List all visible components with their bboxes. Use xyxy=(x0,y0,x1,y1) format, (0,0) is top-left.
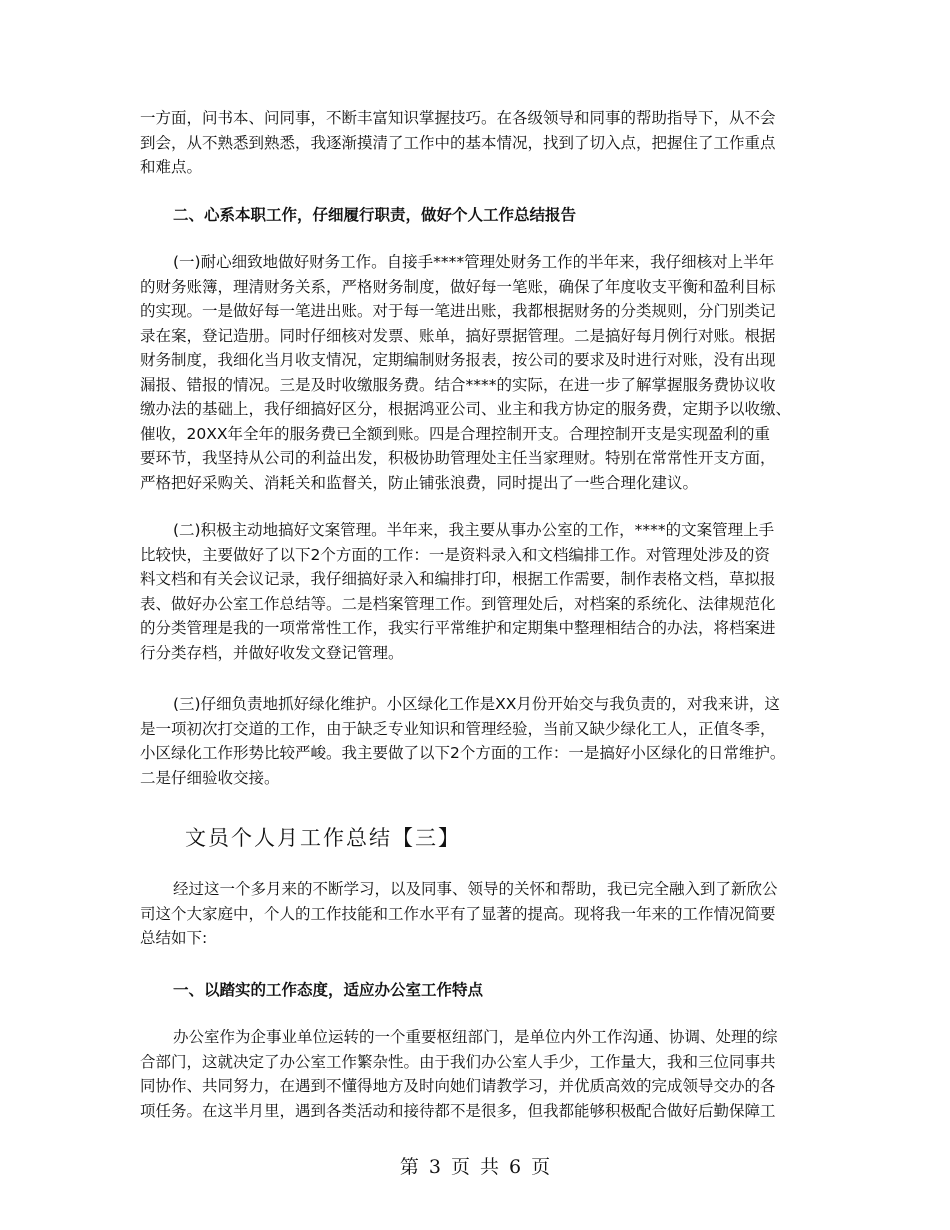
text-line: 到会，从不熟悉到熟悉，我逐渐摸清了工作中的基本情况，找到了切入点，把握住了工作重点 xyxy=(140,133,776,152)
text-line: 项任务。在这半月里，遇到各类活动和接待都不是很多，但我都能够积极配合做好后勤保障工 xyxy=(140,1101,776,1120)
text-line: 经过这一个多月来的不断学习，以及同事、领导的关怀和帮助，我已完全融入到了新欣公 xyxy=(173,880,778,898)
page-footer xyxy=(0,1152,950,1179)
paragraph-office xyxy=(140,1025,820,1123)
text-line: 的分类管理是我的一项常常性工作，我实行平常维护和定期集中整理相结合的办法，将档案进 xyxy=(140,619,776,637)
text-line: 催收，20XX年全年的服务费已全额到账。四是合理控制开支。合理控制开支是实现盈利的重 xyxy=(140,424,770,443)
footer-total-label: 共 xyxy=(480,1156,500,1178)
text-line: 的财务账簿，理清财务关系，严格财务制度，做好每一笔账，确保了年度收支平衡和盈利目标 xyxy=(140,277,776,296)
text-line: 严格把好采购关、消耗关和监督关，防止铺张浪费，同时提出了一些合理化建议。 xyxy=(140,473,699,492)
section-title: 文员个人月工作总结【三】 xyxy=(185,826,461,850)
footer-page-number: 3 xyxy=(428,1156,441,1178)
footer-total-unit: 页 xyxy=(531,1156,551,1178)
text-line: 要环节，我坚持从公司的利益出发，积极协助管理处主任当家理财。特别在常常性开支方面， xyxy=(140,449,776,467)
text-line: 合部门，这就决定了办公室工作繁杂性。由于我们办公室人手少，工作量大，我和三位同事共 xyxy=(140,1052,776,1071)
text-line: 表、做好办公室工作总结等。二是档案管理工作。到管理处后，对档案的系统化、法律规范化 xyxy=(140,594,776,613)
heading-section-one xyxy=(140,978,853,1003)
text-line: 行分类存档，并做好收发文登记管理。 xyxy=(140,643,404,662)
paragraph-documents xyxy=(140,518,820,665)
text-line: 一方面，问书本、问同事，不断丰富知识掌握技巧。在各级领导和同事的帮助指导下，从不会 xyxy=(140,109,776,127)
text-line: 二是仔细验收交接。 xyxy=(140,768,280,787)
paragraph-greening xyxy=(140,692,820,790)
paragraph-continuation xyxy=(140,106,820,180)
text-line: (三)仔细负责地抓好绿化维护。小区绿化工作是XX月份开始交与我负责的，对我来讲，这 xyxy=(173,695,780,713)
footer-total-number: 6 xyxy=(509,1156,522,1178)
text-line: 办公室作为企事业单位运转的一个重要枢纽部门，是单位内外工作沟通、协调、处理的综 xyxy=(173,1028,778,1046)
paragraph-intro xyxy=(140,877,820,951)
heading-section-two xyxy=(140,203,853,228)
text-line: 同协作、共同努力，在遇到不懂得地方及时向她们请教学习，并优质高效的完成领导交办的各 xyxy=(140,1077,776,1095)
text-line: 录在案，登记造册。同时仔细核对发票、账单，搞好票据管理。二是搞好每月例行对账。根据 xyxy=(140,326,776,345)
heading-text: 一、以踏实的工作态度，适应办公室工作特点 xyxy=(173,981,484,999)
text-line: 的实现。一是做好每一笔进出账。对于每一笔进出账，我都根据财务的分类规则，分门别类记 xyxy=(140,302,776,320)
heading-text: 二、心系本职工作，仔细履行职责，做好个人工作总结报告 xyxy=(173,206,577,224)
text-line: 总结如下: xyxy=(140,929,208,947)
text-line: (一)耐心细致地做好财务工作。自接手****管理处财务工作的半年来，我仔细核对上半年 xyxy=(173,253,775,271)
text-line: 财务制度，我细化当月收支情况，定期编制财务报表，按公司的要求及时进行对账，没有出现 xyxy=(140,351,776,369)
text-line: 司这个大家庭中，个人的工作技能和工作水平有了显著的提高。现将我一年来的工作情况简要 xyxy=(140,904,776,923)
text-line: 是一项初次打交道的工作，由于缺乏专业知识和管理经验，当前又缺少绿化工人，正值冬季， xyxy=(140,719,776,738)
text-line: (二)积极主动地搞好文案管理。半年来，我主要从事办公室的工作，****的文案管理上手 xyxy=(173,521,775,539)
text-line: 漏报、错报的情况。三是及时收缴服务费。结合****的实际，在进一步了解掌握服务费协议收 xyxy=(140,375,776,394)
text-line: 比较快，主要做好了以下2个方面的工作：一是资料录入和文档编排工作。对管理处涉及的资 xyxy=(140,545,770,564)
footer-page-label: 第 xyxy=(399,1156,419,1178)
text-line: 缴办法的基础上，我仔细搞好区分，根据鸿亚公司、业主和我方协定的服务费，定期予以收缴、 xyxy=(140,400,792,418)
text-line: 和难点。 xyxy=(140,158,203,176)
footer-page-unit: 页 xyxy=(450,1156,470,1178)
text-line: 小区绿化工作形势比较严峻。我主要做了以下2个方面的工作：一是搞好小区绿化的日常维护。 xyxy=(140,744,786,762)
text-line: 料文档和有关会议记录，我仔细搞好录入和编排打印，根据工作需要，制作表格文档，草拟报 xyxy=(140,570,776,588)
paragraph-finance xyxy=(140,250,820,495)
